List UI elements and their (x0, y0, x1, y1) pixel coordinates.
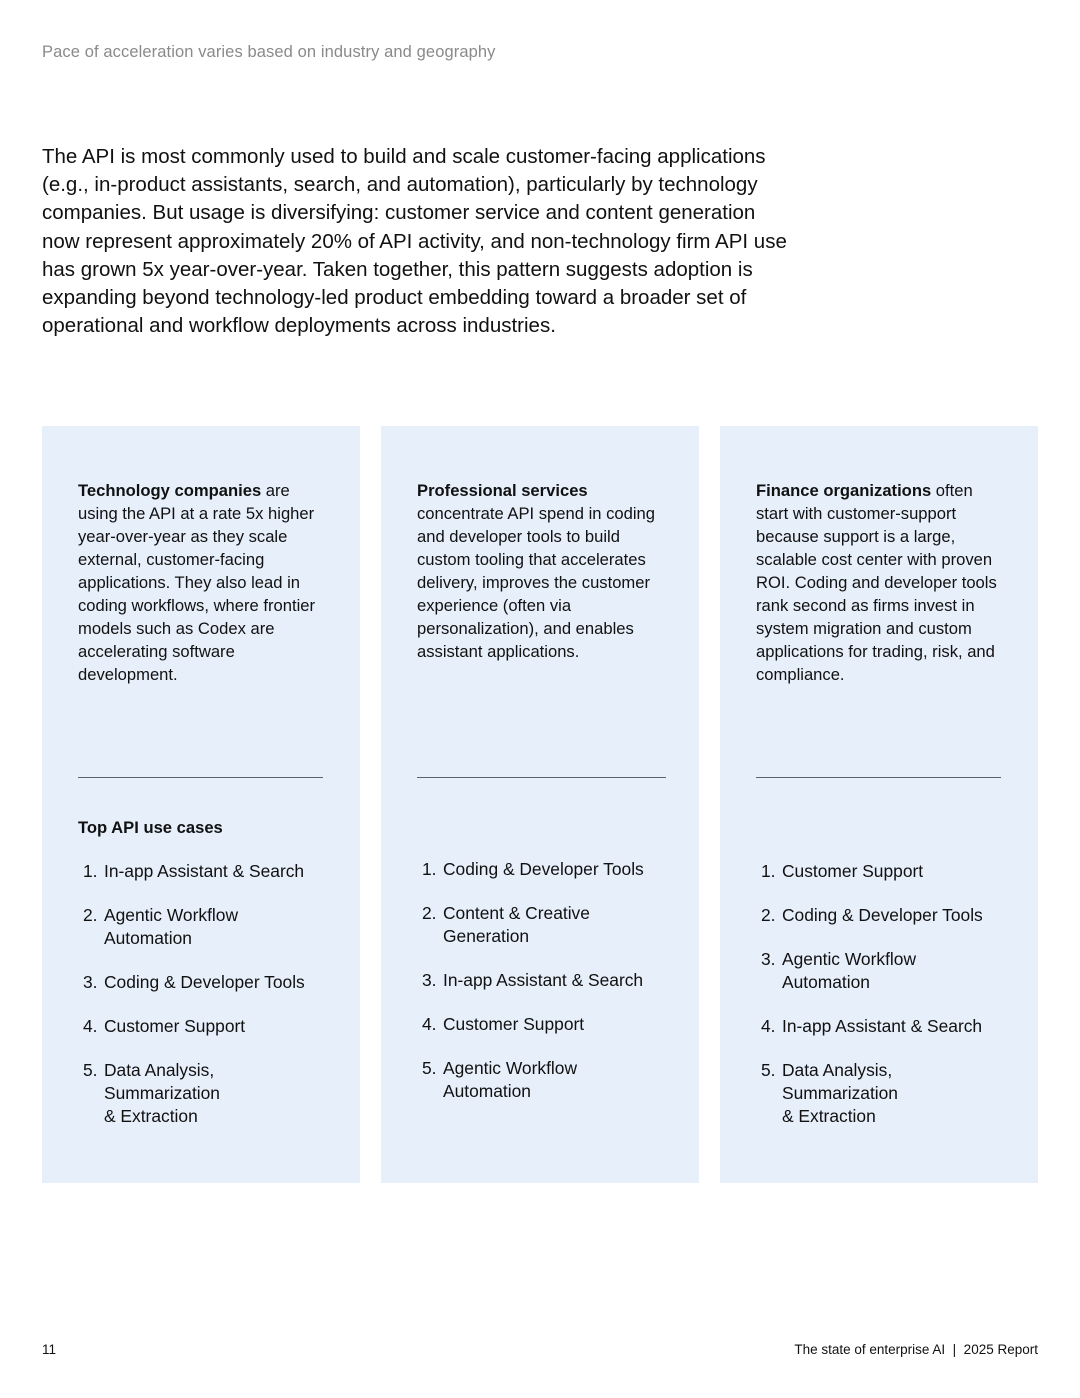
card-description (78, 479, 328, 686)
list-item (78, 1015, 338, 1038)
list-item-number: 5. (83, 1060, 98, 1080)
list-item (417, 1057, 677, 1103)
list-item-number: 1. (83, 861, 98, 881)
list-item (417, 858, 677, 881)
list-item (417, 969, 677, 992)
card-lead-rest: are using the API at a rate 5x higher year-over-year as they scale external, customer-facing applications. They also lead in coding workflows, where frontier models such as Codex are accelerating software development. (78, 481, 316, 684)
list-item-text: Data Analysis, Summarization & Extraction (782, 1060, 898, 1126)
list-item-number: 4. (422, 1014, 437, 1034)
section-header: Pace of acceleration varies based on industry and geography (42, 43, 496, 61)
card-lead-bold: Technology companies (78, 481, 262, 500)
card-finance-organizations (720, 426, 1038, 1183)
use-cases-list (756, 860, 1016, 1149)
list-item-text: In-app Assistant & Search (443, 970, 644, 990)
list-item-text: In-app Assistant & Search (104, 861, 305, 881)
card-description (417, 479, 667, 663)
card-description (756, 479, 1006, 686)
use-cases-list (417, 858, 677, 1124)
list-item-number: 4. (83, 1016, 98, 1036)
list-item-number: 1. (761, 861, 776, 881)
list-item (756, 860, 1016, 883)
list-item-text: Agentic Workflow Automation (443, 1058, 578, 1101)
list-item (78, 1059, 338, 1128)
list-item-number: 2. (422, 903, 437, 923)
industry-cards (42, 426, 1038, 1183)
use-cases-heading: Top API use cases (78, 818, 223, 837)
list-item (756, 904, 1016, 927)
intro-paragraph: The API is most commonly used to build and scale customer-facing applications (e.g., in-product assistants, search, and automation), particularly by technology companies. But usage is diversifying: customer service and content generation now represent approximately 20% of API activity, and non-technology firm API use has grown 5x year-over-year. Taken together, this pattern suggests adoption is expanding beyond technology-led product embedding toward a broader set of operational and workflow deployments across industries. (42, 145, 787, 338)
list-item (756, 1059, 1016, 1128)
list-item-number: 5. (422, 1058, 437, 1078)
list-item-number: 3. (83, 972, 98, 992)
list-item-text: Agentic Workflow Automation (782, 949, 917, 992)
list-item-text: Agentic Workflow Automation (104, 905, 239, 948)
card-divider (417, 777, 666, 778)
list-item-number: 3. (761, 949, 776, 969)
list-item-number: 2. (761, 905, 776, 925)
list-item-text: Content & Creative Generation (443, 903, 590, 946)
report-title: The state of enterprise AI | 2025 Report (794, 1342, 1038, 1357)
list-item (417, 902, 677, 948)
list-item (756, 948, 1016, 994)
list-item (78, 860, 338, 883)
card-lead-rest: concentrate API spend in coding and developer tools to build custom tooling that accelerates delivery, improves the customer experience (often via personalization), and enables assistant applications. (417, 504, 656, 661)
list-item-text: Coding & Developer Tools (782, 905, 983, 925)
card-lead-rest: often start with customer-support because support is a large, scalable cost center with proven ROI. Coding and developer tools rank second as firms invest in system migration and custom applications for trading, risk, and compliance. (756, 481, 997, 684)
list-item-number: 2. (83, 905, 98, 925)
list-item-text: Coding & Developer Tools (443, 859, 644, 879)
list-item-text: In-app Assistant & Search (782, 1016, 983, 1036)
list-item-number: 1. (422, 859, 437, 879)
list-item-text: Customer Support (104, 1016, 246, 1036)
list-item (756, 1015, 1016, 1038)
list-item-number: 4. (761, 1016, 776, 1036)
list-item-number: 5. (761, 1060, 776, 1080)
card-lead-bold: Finance organizations (756, 481, 932, 500)
card-divider (78, 777, 323, 778)
card-professional-services (381, 426, 699, 1183)
card-lead-bold: Professional services (417, 481, 588, 500)
card-technology-companies (42, 426, 360, 1183)
list-item-text: Data Analysis, Summarization & Extraction (104, 1060, 220, 1126)
list-item-text: Customer Support (782, 861, 924, 881)
list-item (417, 1013, 677, 1036)
list-item-text: Customer Support (443, 1014, 585, 1034)
list-item-text: Coding & Developer Tools (104, 972, 305, 992)
page-number: 11 (42, 1342, 57, 1357)
use-cases-list (78, 860, 338, 1149)
list-item (78, 904, 338, 950)
card-divider (756, 777, 1001, 778)
list-item (78, 971, 338, 994)
list-item-number: 3. (422, 970, 437, 990)
